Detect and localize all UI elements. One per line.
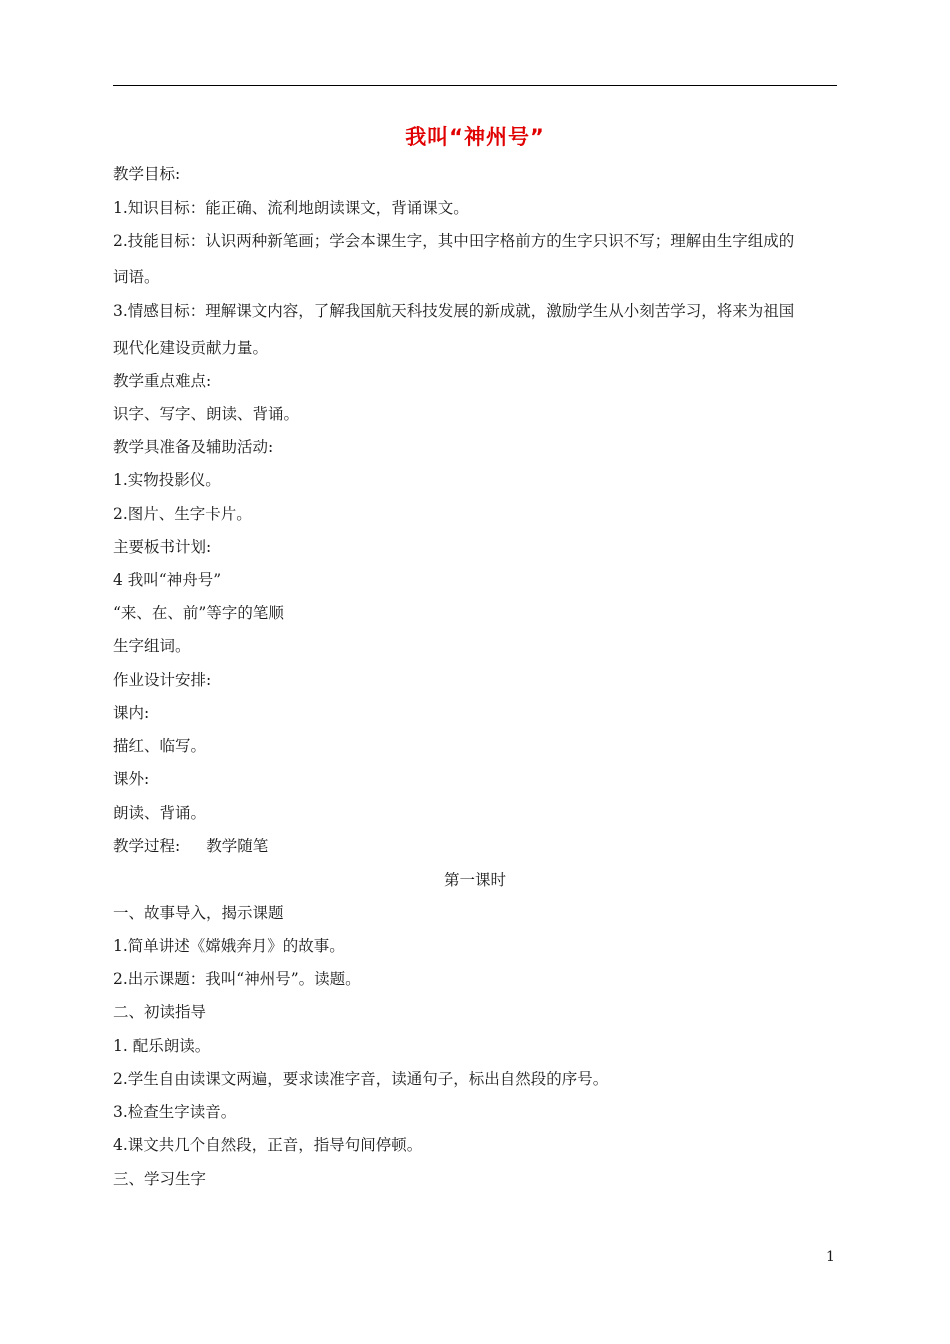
homework-in-class-label: 课内: xyxy=(113,704,150,722)
homework-in-class-text: 描红、临写。 xyxy=(113,737,207,755)
section-heading-board-plan: 主要板书计划: xyxy=(113,538,212,556)
lesson-heading: 第一课时 xyxy=(443,871,506,889)
step-2-heading: 二、初读指导 xyxy=(113,1003,207,1021)
step-2-item-3: 3.检查生字读音。 xyxy=(113,1103,237,1121)
materials-item-1: 1.实物投影仪。 xyxy=(113,471,221,489)
section-heading-objectives: 教学目标: xyxy=(113,165,181,183)
objective-emotion-continued: 现代化建设贡献力量。 xyxy=(113,339,269,357)
page-number: 1 xyxy=(826,1249,835,1265)
section-heading-materials: 教学具准备及辅助活动: xyxy=(113,438,274,456)
board-plan-stroke-order: “来、在、前”等字的笔顺 xyxy=(113,604,284,622)
key-points-text: 识字、写字、朗读、背诵。 xyxy=(113,405,300,423)
objective-emotion: 3.情感目标：理解课文内容，了解我国航天科技发展的新成就，激励学生从小刻苦学习，将来为祖国 xyxy=(113,302,795,320)
homework-after-class-text: 朗读、背诵。 xyxy=(113,804,207,822)
board-plan-title: 4 我叫“神舟号” xyxy=(113,571,222,589)
section-heading-homework: 作业设计安排: xyxy=(113,671,212,689)
homework-after-class-label: 课外: xyxy=(113,770,150,788)
step-2-item-2: 2.学生自由读课文两遍，要求读准字音，读通句子，标出自然段的序号。 xyxy=(113,1070,609,1088)
step-2-item-1: 1. 配乐朗读。 xyxy=(113,1037,211,1055)
document-title: 我叫“神州号” xyxy=(405,125,545,149)
step-2-item-4: 4.课文共几个自然段，正音，指导句间停顿。 xyxy=(113,1136,423,1154)
header-rule xyxy=(113,85,837,86)
materials-item-2: 2.图片、生字卡片。 xyxy=(113,505,252,523)
step-3-heading: 三、学习生字 xyxy=(113,1170,207,1188)
section-heading-teaching-process: 教学过程: xyxy=(113,837,181,855)
objective-skill-continued: 词语。 xyxy=(113,268,160,286)
section-heading-key-points: 教学重点难点: xyxy=(113,372,212,390)
board-plan-word-building: 生字组词。 xyxy=(113,637,191,655)
step-1-item-2: 2.出示课题：我叫“神州号”。读题。 xyxy=(113,970,361,988)
objective-knowledge: 1.知识目标：能正确、流利地朗读课文，背诵课文。 xyxy=(113,199,469,217)
step-1-item-1: 1.简单讲述《嫦娥奔月》的故事。 xyxy=(113,937,345,955)
objective-skill: 2.技能目标：认识两种新笔画；学会本课生字，其中田字格前方的生字只识不写；理解由生字组成的 xyxy=(113,232,795,250)
teaching-process-row xyxy=(113,836,268,856)
teaching-notes-label: 教学随笔 xyxy=(206,837,269,855)
step-1-heading: 一、故事导入，揭示课题 xyxy=(113,904,284,922)
